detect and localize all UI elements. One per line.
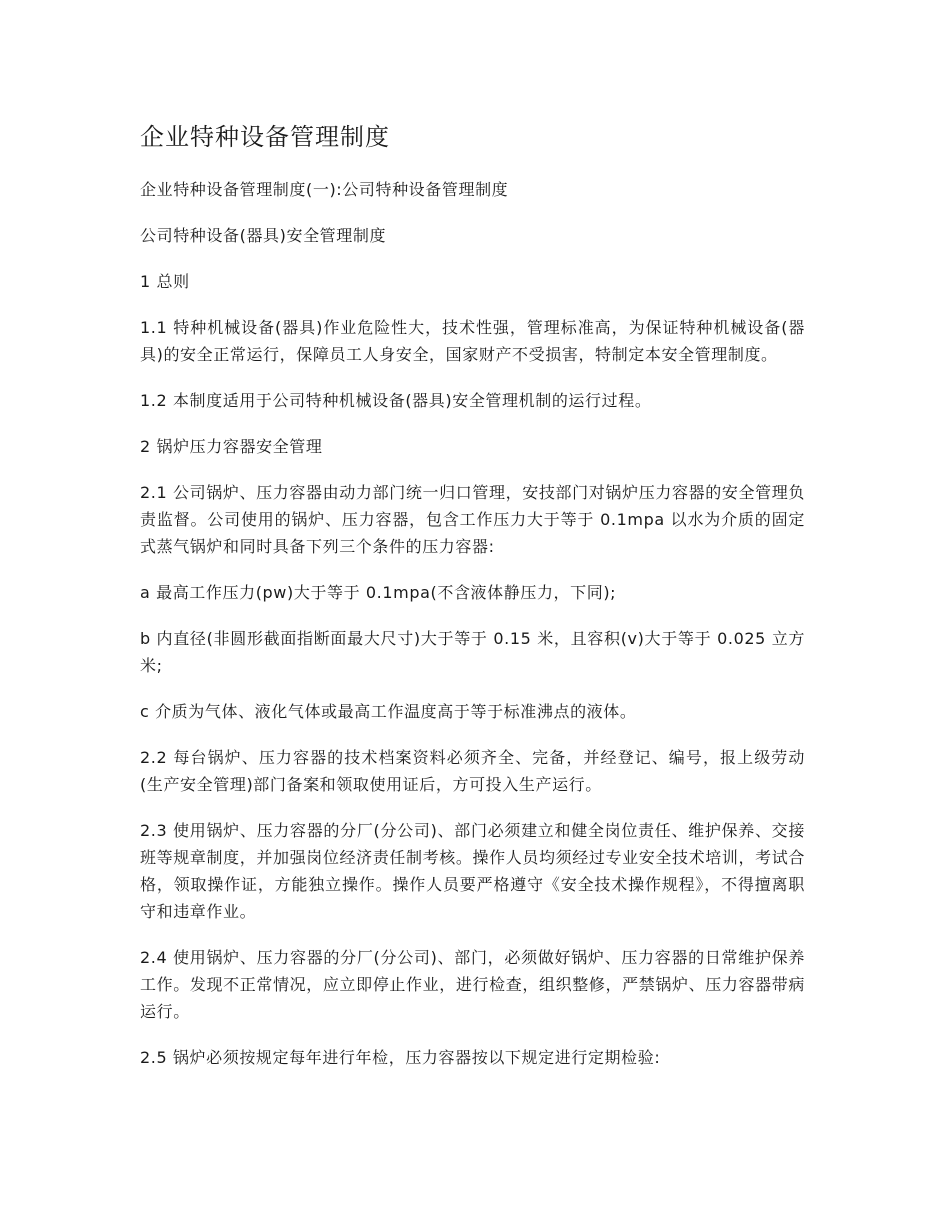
paragraph-heading-2: 2 锅炉压力容器安全管理 [140,437,323,456]
paragraph-item-a: a 最高工作压力(pw)大于等于 0.1mpa(不含液体静压力，下同); [140,583,617,602]
paragraph-1-1: 1.1 特种机械设备(器具)作业危险性大，技术性强，管理标准高，为保证特种机械设备(器具)的安全正常运行，保障员工人身安全，国家财产不受损害，特制定本安全管理制度。 [140,318,805,364]
paragraph-item-b: b 内直径(非圆形截面指断面最大尺寸)大于等于 0.15 米，且容积(v)大于等于 0.025 立方米; [140,629,805,675]
document-page [140,118,805,1090]
paragraph-2-2: 2.2 每台锅炉、压力容器的技术档案资料必须齐全、完备，并经登记、编号，报上级劳动(生产安全管理)部门备案和领取使用证后，方可投入生产运行。 [140,748,805,794]
paragraph-1-2: 1.2 本制度适用于公司特种机械设备(器具)安全管理机制的运行过程。 [140,391,652,410]
document-title: 企业特种设备管理制度 [140,123,390,151]
paragraph-subtitle: 企业特种设备管理制度(一):公司特种设备管理制度 [140,180,509,199]
paragraph-2-1: 2.1 公司锅炉、压力容器由动力部门统一归口管理，安技部门对锅炉压力容器的安全管理负责监督。公司使用的锅炉、压力容器，包含工作压力大于等于 0.1mpa 以水为介质的固定式蒸气锅炉和同时具备下列三个条件的压力容器: [140,483,805,556]
paragraph-section-heading: 公司特种设备(器具)安全管理制度 [140,226,387,245]
paragraph-2-3: 2.3 使用锅炉、压力容器的分厂(分公司)、部门必须建立和健全岗位责任、维护保养、交接班等规章制度，并加强岗位经济责任制考核。操作人员均须经过专业安全技术培训，考试合格，领取操作证，方能独立操作。操作人员要严格遵守《安全技术操作规程》，不得擅离职守和违章作业。 [140,821,805,921]
paragraph-2-4: 2.4 使用锅炉、压力容器的分厂(分公司)、部门，必须做好锅炉、压力容器的日常维护保养工作。发现不正常情况，应立即停止作业，进行检查，组织整修，严禁锅炉、压力容器带病运行。 [140,948,805,1021]
paragraph-heading-1: 1 总则 [140,272,190,291]
paragraph-2-5: 2.5 锅炉必须按规定每年进行年检，压力容器按以下规定进行定期检验: [140,1048,661,1067]
paragraph-item-c: c 介质为气体、液化气体或最高工作温度高于等于标准沸点的液体。 [140,702,637,721]
